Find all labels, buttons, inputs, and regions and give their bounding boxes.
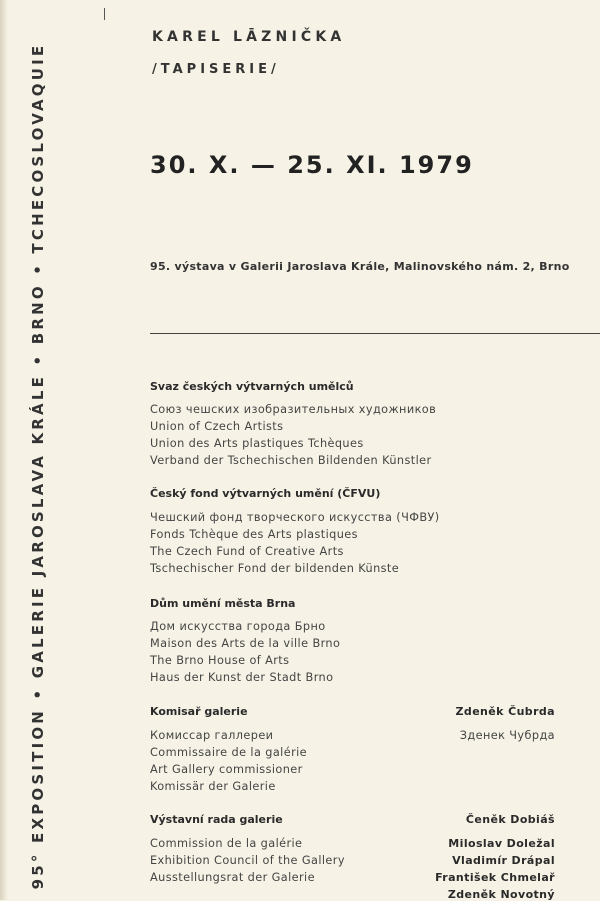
commissioner-name-cyrillic: Зденек Чубрда: [459, 729, 555, 742]
section-line: Commission de la galérie: [150, 837, 303, 850]
section-line: Union of Czech Artists: [150, 420, 284, 433]
section-line: Ausstellungsrat der Galerie: [150, 871, 315, 884]
section-line: Fonds Tchèque des Arts plastiques: [150, 528, 358, 541]
council-member: František Chmelař: [435, 871, 555, 884]
exhibition-subtitle: /TAPISERIE/: [152, 62, 280, 77]
section-line: Union des Arts plastiques Tchèques: [150, 437, 364, 450]
divider: [150, 333, 600, 334]
section-line: Verband der Tschechischen Bildenden Künstler: [150, 454, 432, 467]
section-line: Комиссар галлереи: [150, 729, 274, 742]
exhibition-dates: 30. X. — 25. XI. 1979: [150, 151, 474, 179]
spine-text: 95° EXPOSITION • GALERIE JAROSLAVA KRÁLE • BRNO • TCHECOSLOVAQUIE: [29, 42, 47, 890]
venue-address: 95. výstava v Galerii Jaroslava Krále, Malinovského nám. 2, Brno: [150, 260, 570, 273]
section-line: Haus der Kunst der Stadt Brno: [150, 671, 334, 684]
section-line: Дом искусства города Брно: [150, 620, 326, 633]
section-line: The Brno House of Arts: [150, 654, 290, 667]
section-heading: Komisař galerie: [150, 705, 248, 718]
crop-mark: [104, 8, 105, 20]
section-heading: Svaz českých výtvarných umělců: [150, 380, 354, 393]
council-member: Čeněk Dobiáš: [465, 813, 555, 826]
section-heading: Dům umění města Brna: [150, 597, 296, 610]
page-edge-shadow: [0, 0, 8, 900]
section-line: Союз чешских изобразительных художников: [150, 403, 437, 416]
artist-name: KAREL LĀZNIČKA: [152, 29, 346, 45]
section-line: Komissär der Galerie: [150, 780, 276, 793]
section-line: Чешский фонд творческого искусства (ЧФВУ): [150, 511, 440, 524]
section-line: Maison des Arts de la ville Brno: [150, 637, 341, 650]
section-line: Commissaire de la galérie: [150, 746, 307, 759]
council-member: Vladimír Drápal: [452, 854, 555, 867]
section-line: Tschechischer Fond der bildenden Künste: [150, 562, 400, 575]
section-heading: Výstavní rada galerie: [150, 813, 283, 826]
commissioner-name: Zdeněk Čubrda: [455, 705, 555, 718]
section-heading: Český fond výtvarných umění (ČFVU): [150, 487, 381, 500]
section-line: Exhibition Council of the Gallery: [150, 854, 345, 867]
council-member: Zdeněk Novotný: [447, 888, 555, 901]
section-line: Art Gallery commissioner: [150, 763, 303, 776]
section-line: The Czech Fund of Creative Arts: [150, 545, 344, 558]
council-member: Miloslav Doležal: [448, 837, 555, 850]
